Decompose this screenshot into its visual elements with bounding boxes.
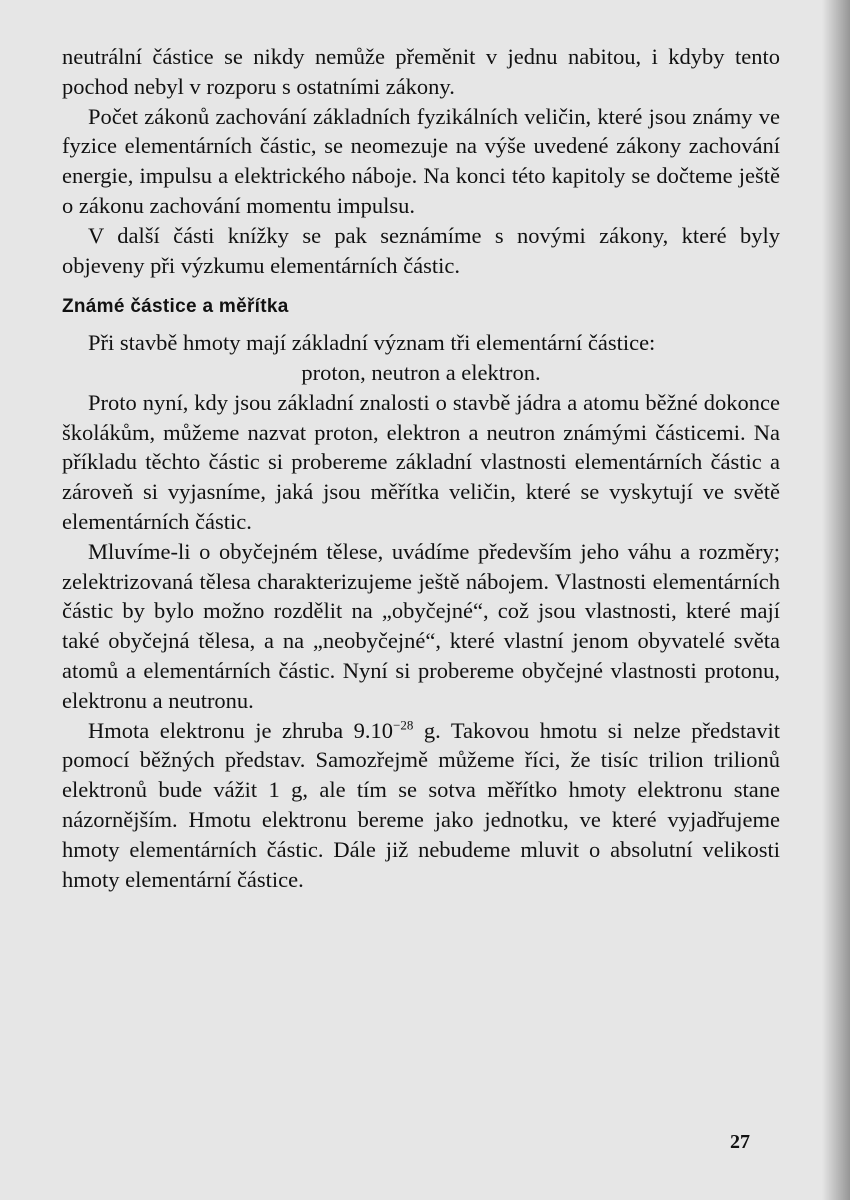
- body-text: [62, 42, 780, 894]
- paragraph-3: V další části knížky se pak seznámíme s novými zákony, které byly objeveny při výzkumu elementárních částic.: [62, 222, 780, 278]
- section-heading: Známé částice a měřítka: [62, 296, 289, 318]
- paragraph-7: [62, 716, 780, 895]
- paragraph-5: Proto nyní, kdy jsou základní znalosti o stavbě jádra a atomu běžné dokonce školákům, můžeme nazvat proton, elektron a neutron známými částicemi. Na příkladu těchto částic si probereme základní vlastnosti elementárních částic a zároveň si vyjasníme, jaká jsou měřítka veličin, které se vyskytují ve světě elementárních částic.: [62, 389, 780, 534]
- paragraph-6: Mluvíme-li o obyčejném tělese, uvádíme především jeho váhu a rozměry; zelektrizovaná tělesa charakterizujeme ještě nábojem. Vlastnosti elementárních částic by bylo možno rozdělit na „obyčejné“, což jsou vlastnosti, které mají také obyčejná tělesa, a na „neobyčejné“, které vlastní jenom obyvatelé světa atomů a elementárních částic. Nyní si probereme obyčejné vlastnosti protonu, elektronu a neutronu.: [62, 538, 780, 713]
- page-edge-shadow: [822, 0, 850, 1200]
- paragraph-2: Počet zákonů zachování základních fyzikálních veličin, které jsou známy ve fyzice elementárních částic, se neomezuje na výše uvedené zákony zachování energie, impulsu a elektrického náboje. Na konci této kapitoly se dočteme ještě o zákonu zachování momentu impulsu.: [62, 103, 780, 218]
- particle-list: proton, neutron a elektron.: [301, 359, 541, 385]
- paragraph-1: neutrální částice se nikdy nemůže přeměnit v jednu nabitou, i kdyby tento pochod nebyl v rozporu s ostatními zákony.: [62, 44, 780, 99]
- electron-mass-text: Hmota elektronu je zhruba 9.10: [88, 717, 394, 743]
- exponent: −28: [393, 717, 414, 733]
- page-number: 27: [730, 1131, 750, 1153]
- paragraph-4: Při stavbě hmoty mají základní význam tři elementární částice:: [88, 330, 656, 356]
- paragraph-7-rest: g. Takovou hmotu si nelze představit pomocí běžných představ. Samozřejmě můžeme říci, že tisíc trilion trilionů elektronů bude vážit 1 g, ale tím se sotva měřítko hmoty elektronu stane názornějším. Hmotu elektronu bereme jako jednotku, ve které vyjadřujeme hmoty elementárních částic. Dále již nebudeme mluvit o absolutní velikosti hmoty elementární částice.: [62, 717, 780, 892]
